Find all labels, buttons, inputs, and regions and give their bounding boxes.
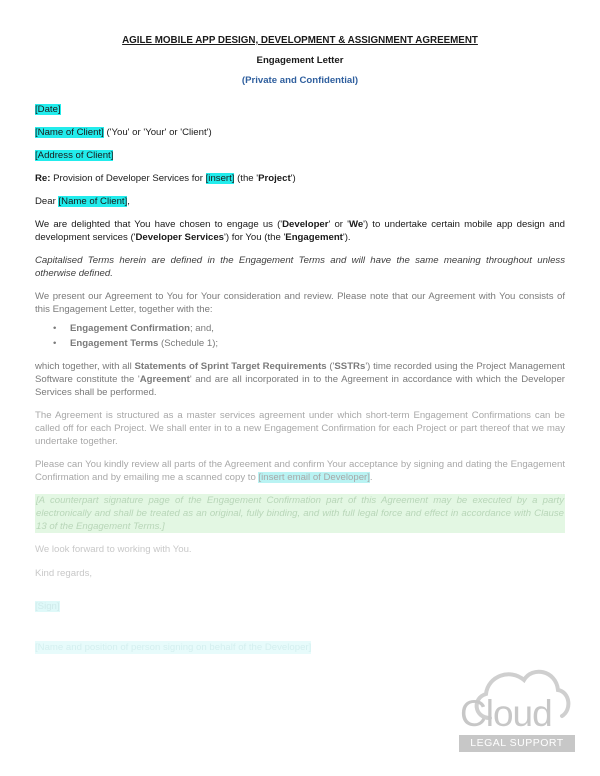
- signature-placeholder: [Sign]: [35, 601, 60, 612]
- client-address-line: [35, 149, 565, 162]
- p1-term-we: We: [348, 219, 364, 230]
- bullet-icon: •: [53, 323, 57, 334]
- re-text-close: '): [290, 173, 296, 184]
- bullet-icon: •: [53, 338, 57, 349]
- p1-text: We are delighted that You have chosen to engage us (': [35, 219, 283, 230]
- p1-text: ').: [342, 232, 351, 243]
- confidential-notice: (Private and Confidential): [241, 75, 359, 86]
- re-text: Provision of Developer Services for: [50, 173, 206, 184]
- list-item-text: (Schedule 1);: [158, 338, 219, 349]
- paragraph-counterpart: [A counterpart signature page of the Engagement Confirmation part of this Agreement may be executed by a party electronically and shall be treated as an original, fully binding, and with full legal force and effect in accordance with Clause 13 of the Engagement Terms.]: [36, 495, 564, 532]
- agreement-parts-list: [35, 322, 565, 350]
- p1-text: ') to undertake certain mobile app design and development services (': [35, 219, 565, 243]
- signature-line: [35, 600, 565, 613]
- p6-text: .: [369, 472, 373, 483]
- developer-email-placeholder: [insert email of Developer]: [258, 472, 370, 483]
- re-text-after: (the ': [234, 173, 259, 184]
- sign-off: Kind regards,: [35, 568, 93, 579]
- list-item: [53, 337, 565, 350]
- signatory-line: [35, 641, 565, 654]
- date-line: [35, 103, 565, 116]
- logo-tagline: LEGAL SUPPORT: [459, 735, 575, 752]
- client-aliases: ('You' or 'Your' or 'Client'): [103, 127, 212, 138]
- paragraph-agreement: We present our Agreement to You for Your consideration and review. Please note that our Agreement with You consists of this Engagement Letter, together with the:: [35, 291, 565, 315]
- list-item-text: ; and,: [189, 323, 214, 334]
- p1-text: ') for You (the ': [224, 232, 286, 243]
- salutation-comma: ,: [127, 196, 130, 207]
- document-subtitle: Engagement Letter: [256, 55, 344, 66]
- list-item: [53, 322, 565, 335]
- re-line: [35, 172, 565, 185]
- project-insert-placeholder: [insert]: [205, 173, 235, 184]
- document-title: AGILE MOBILE APP DESIGN, DEVELOPMENT & ASSIGNMENT AGREEMENT: [122, 35, 478, 46]
- p4-text: ') time recorded using the Project Management Software constitute the ': [35, 361, 565, 385]
- paragraph-review: [35, 458, 565, 484]
- p4-term-sstrs: SSTRs: [334, 361, 366, 372]
- logo-wordmark: Cloud: [460, 693, 552, 734]
- re-label: Re:: [35, 173, 51, 184]
- date-placeholder: [Date]: [35, 104, 61, 115]
- p4-text: ' and are all incorporated in to the Agreement in accordance with which the Developer Services shall be performed.: [35, 374, 565, 398]
- p4-term-sstr: Statements of Sprint Target Requirements: [134, 361, 327, 372]
- salutation: [35, 195, 565, 208]
- client-name-line: [35, 126, 565, 139]
- client-address-placeholder: [Address of Client]: [35, 150, 114, 161]
- p1-term-engagement: Engagement: [285, 232, 343, 243]
- paragraph-sstr: [35, 360, 565, 399]
- client-name-placeholder: [Name of Client]: [35, 127, 104, 138]
- paragraph-intro: [35, 218, 565, 244]
- p4-text: (': [326, 361, 335, 372]
- salutation-name-placeholder: [Name of Client]: [58, 196, 128, 207]
- list-item-term: Engagement Confirmation: [70, 323, 190, 334]
- re-project-term: Project: [258, 173, 291, 184]
- letter-body: [35, 34, 565, 654]
- p6-text: Please can You kindly review all parts of the Agreement and confirm Your acceptance by signing and dating the Engagement Confirmation and by emailing me a scanned copy to: [35, 459, 565, 483]
- signatory-placeholder: [Name and position of person signing on behalf of the Developer]: [35, 642, 312, 653]
- list-item-term: Engagement Terms: [70, 338, 159, 349]
- paragraph-definitions: Capitalised Terms herein are defined in the Engagement Terms and will have the same meaning throughout unless otherwise defined.: [35, 255, 565, 279]
- salutation-prefix: Dear: [35, 196, 59, 207]
- p1-term-services: Developer Services: [135, 232, 225, 243]
- closing-line: We look forward to working with You.: [35, 544, 192, 555]
- paragraph-master-services: The Agreement is structured as a master services agreement under which short-term Engagement Confirmations can be called off for each Project. We shall enter in to a new Engagement Confirmation for each Project or part thereof that we may undertake together.: [35, 410, 565, 447]
- cloud-legal-support-logo: [452, 660, 582, 760]
- p4-text: which together, with all: [35, 361, 135, 372]
- p1-text: ' or ': [328, 219, 349, 230]
- p1-term-developer: Developer: [282, 219, 329, 230]
- p4-term-agreement: Agreement: [139, 374, 190, 385]
